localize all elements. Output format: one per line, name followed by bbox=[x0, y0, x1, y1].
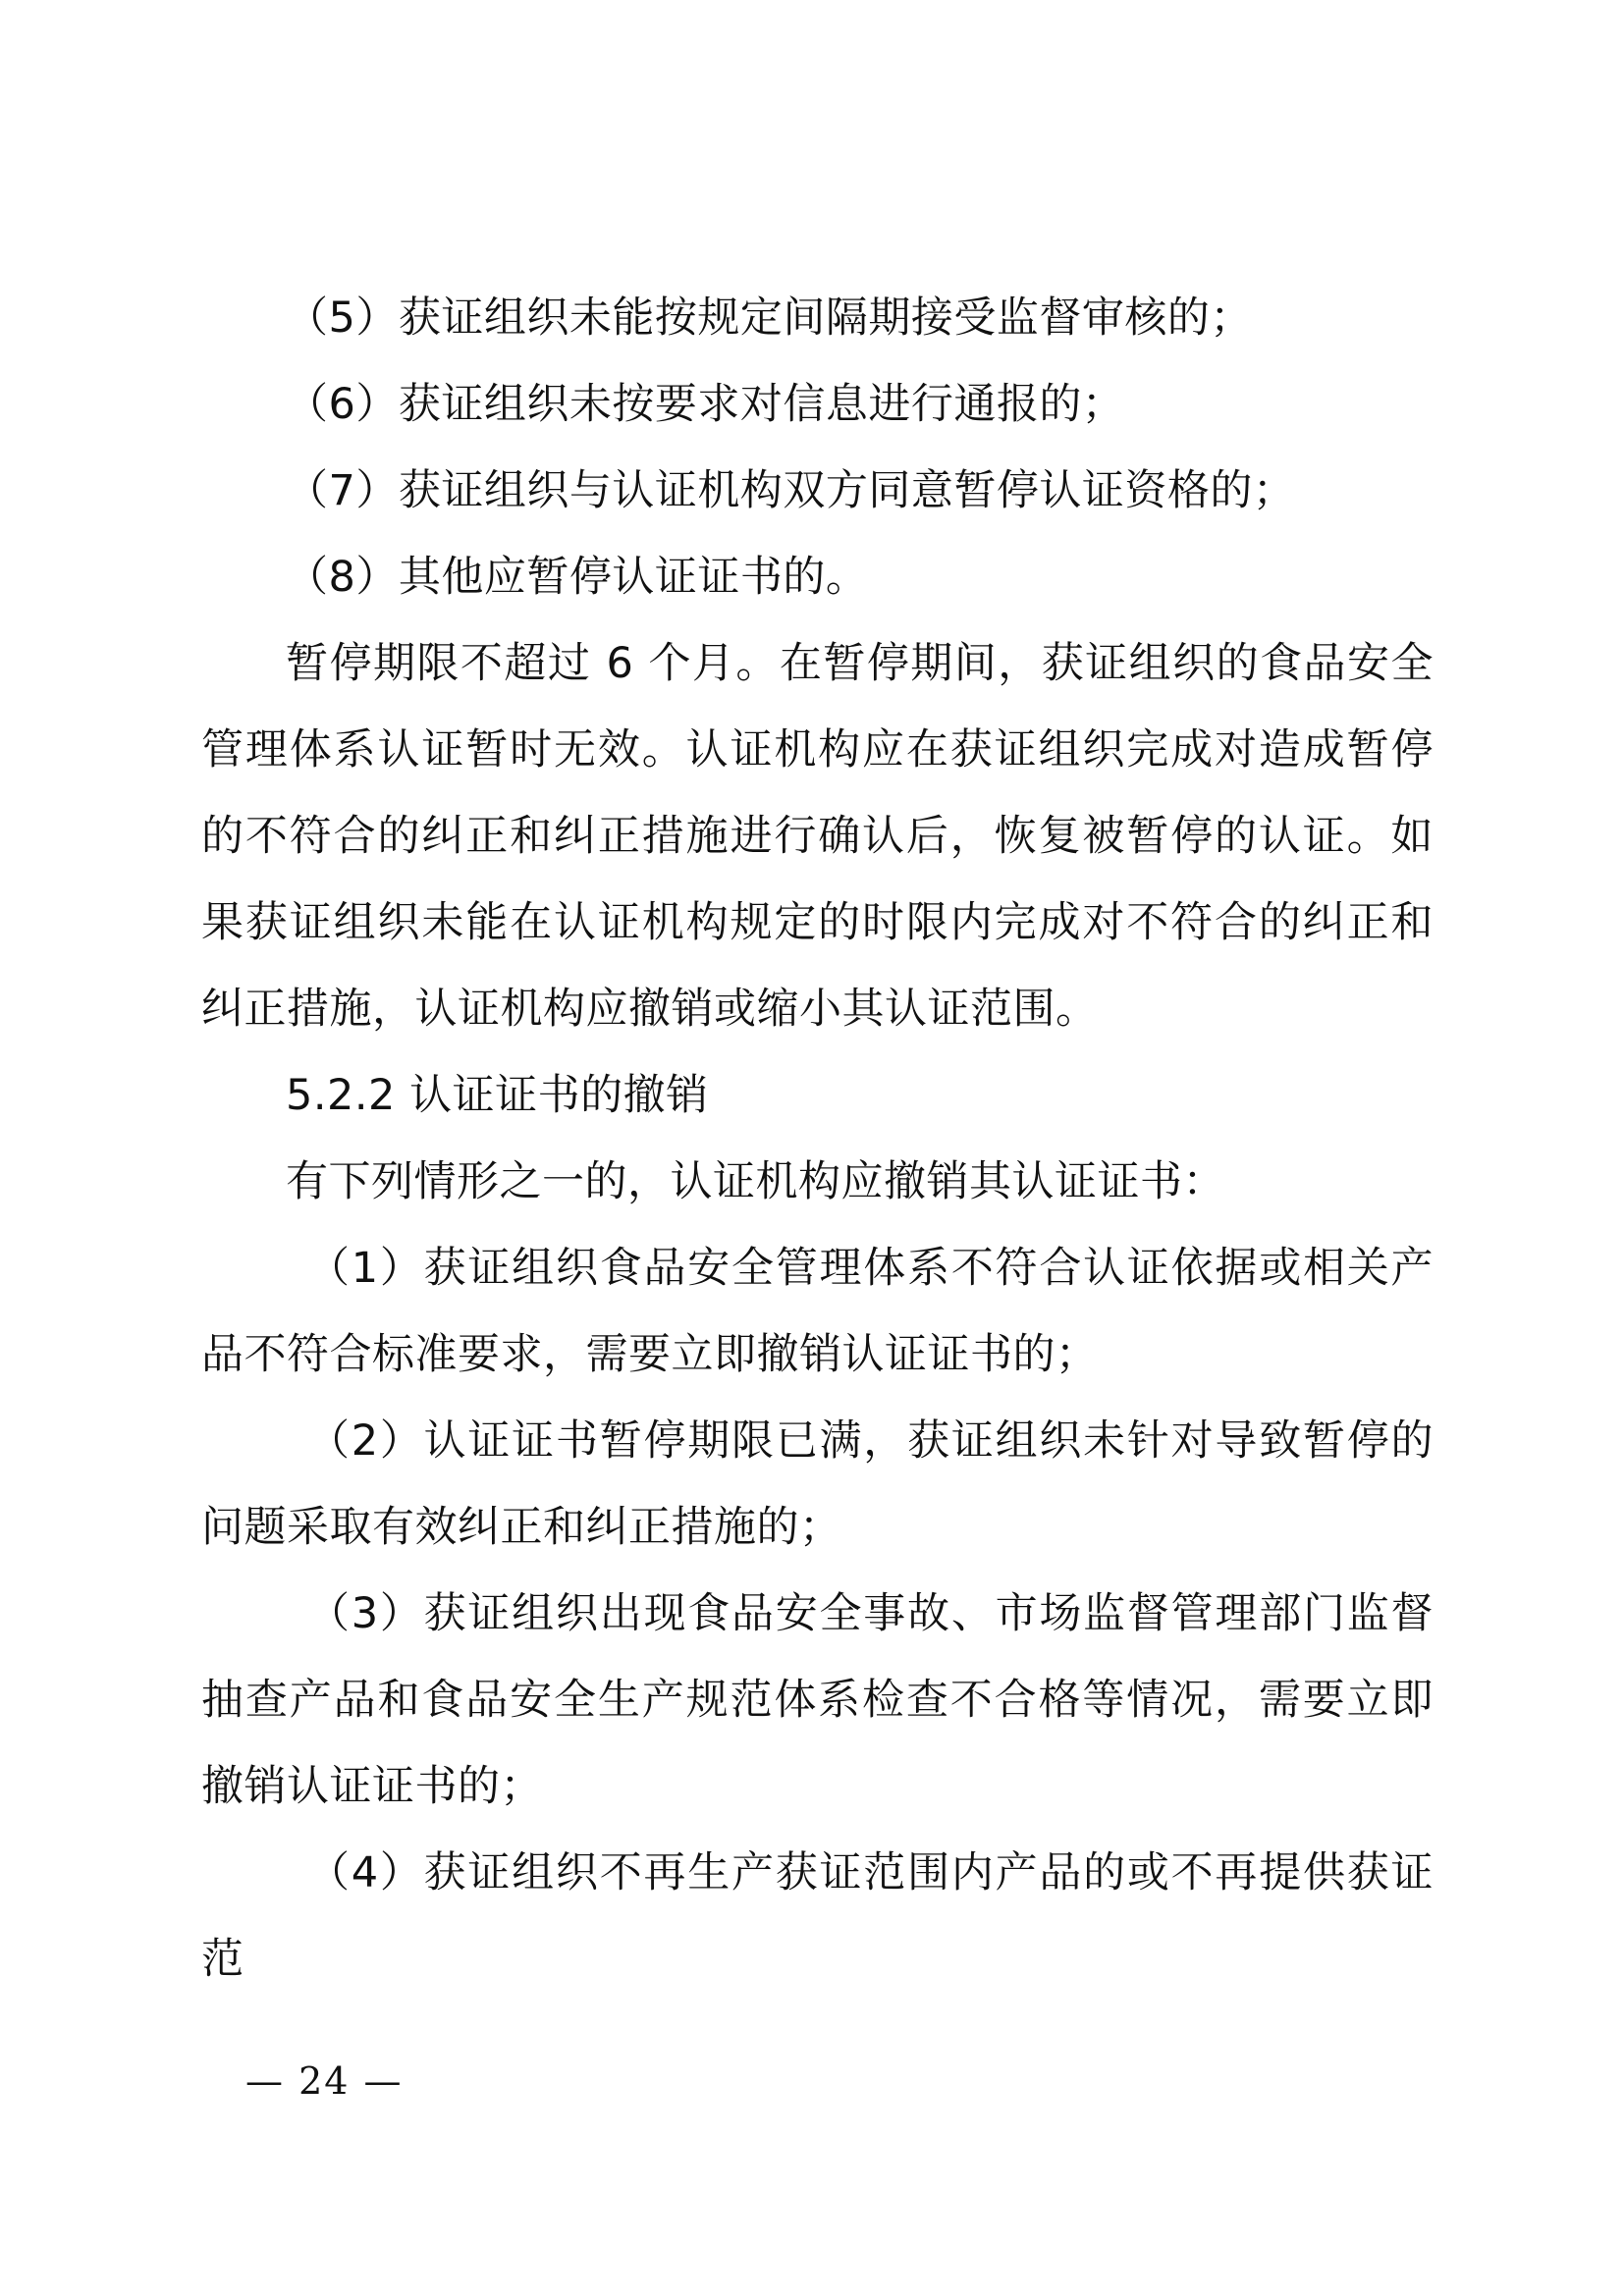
list-item-7: （7）获证组织与认证机构双方同意暂停认证资格的； bbox=[286, 466, 1296, 515]
page-number: — 24 — bbox=[245, 2059, 404, 2103]
revocation-item-2: （2）认证证书暂停期限已满，获证组织未针对导致暂停的问题采取有效纠正和纠正措施的； bbox=[201, 1416, 1434, 1552]
revocation-item-3: （3）获证组织出现食品安全事故、市场监督管理部门监督抽查产品和食品安全生产规范体系检查不合格等情况，需要立即撤销认证证书的； bbox=[201, 1589, 1434, 1811]
list-item-8: （8）其他应暂停认证证书的。 bbox=[286, 553, 869, 602]
suspension-paragraph: 暂停期限不超过 6 个月。在暂停期间，获证组织的食品安全管理体系认证暂时无效。认证机构应在获证组织完成对造成暂停的不符合的纠正和纠正措施进行确认后，恢复被暂停的认证。如果获证组织未能在认证机构规定的时限内完成对不符合的纠正和纠正措施，认证机构应撤销或缩小其认证范围。 bbox=[201, 639, 1434, 1034]
section-heading-5-2-2: 5.2.2 认证证书的撤销 bbox=[286, 1071, 709, 1120]
list-item-6: （6）获证组织未按要求对信息进行通报的； bbox=[286, 380, 1125, 429]
revocation-item-1: （1）获证组织食品安全管理体系不符合认证依据或相关产品不符合标准要求，需要立即撤销认证证书的； bbox=[201, 1244, 1434, 1379]
revocation-intro: 有下列情形之一的，认证机构应撤销其认证证书： bbox=[286, 1157, 1225, 1206]
document-body bbox=[201, 275, 1434, 2002]
list-item-5: （5）获证组织未能按规定间隔期接受监督审核的； bbox=[286, 294, 1253, 343]
revocation-item-4: （4）获证组织不再生产获证范围内产品的或不再提供获证范 bbox=[201, 1848, 1434, 1984]
